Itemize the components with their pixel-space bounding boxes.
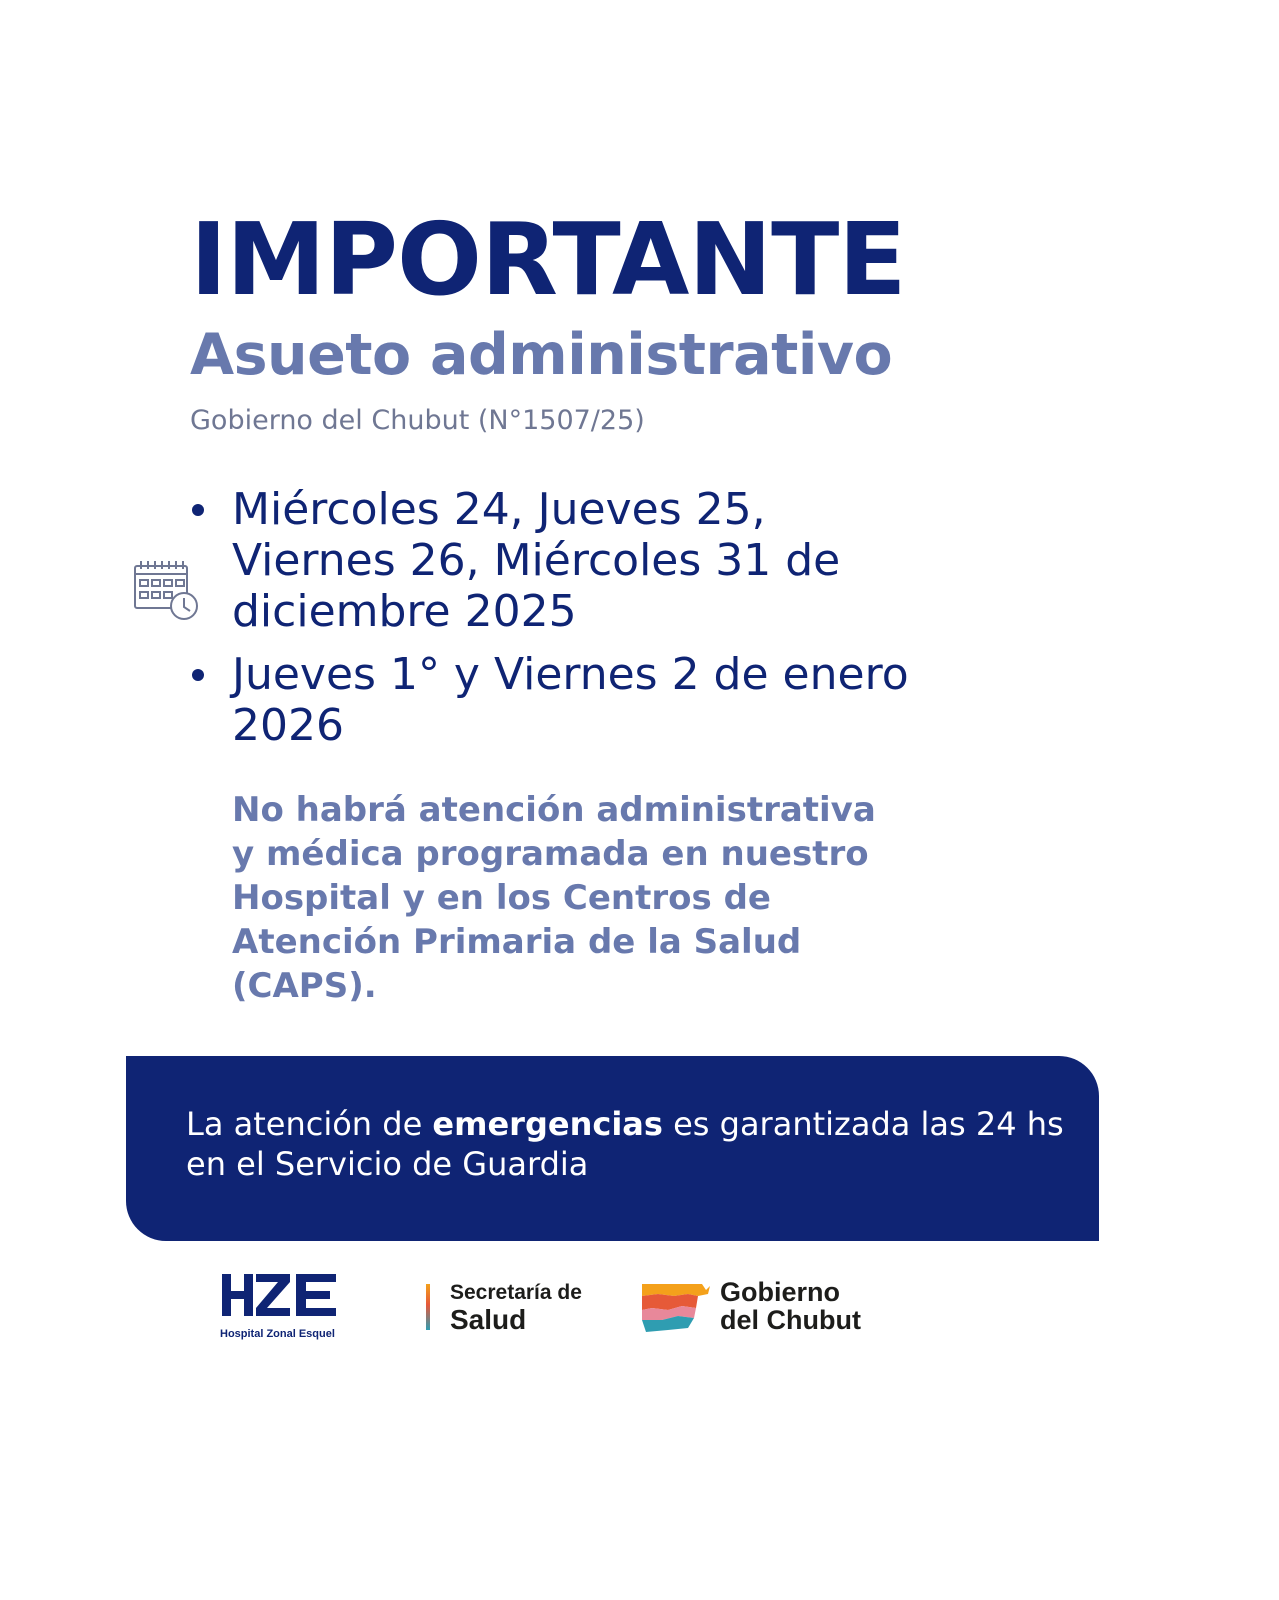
- list-item: [190, 484, 910, 637]
- chubut-landscape-icon: [638, 1282, 712, 1334]
- banner-text-emphasis: emergencias: [432, 1105, 663, 1143]
- hze-caption: Hospital Zonal Esquel: [220, 1328, 335, 1340]
- page-subtitle: Asueto administrativo: [190, 322, 893, 388]
- hospital-zonal-esquel-logo: [220, 1270, 350, 1350]
- banner-text-start: La atención de: [186, 1105, 433, 1143]
- salud-line1: Secretaría de: [450, 1281, 582, 1304]
- emergency-text: [186, 1104, 1066, 1184]
- hze-logo-mark-icon: [220, 1270, 340, 1320]
- salud-line2: Salud: [450, 1304, 527, 1335]
- emergency-banner: [126, 1056, 1099, 1241]
- date-text: Miércoles 24, Jueves 25, Viernes 26, Miércoles 31 de diciembre 2025: [232, 484, 841, 637]
- salud-accent-bar: [426, 1284, 430, 1330]
- chubut-line2: del Chubut: [720, 1305, 861, 1335]
- page-title: IMPORTANTE: [190, 201, 906, 318]
- gobierno-del-chubut-logo: [638, 1278, 878, 1342]
- date-text: Jueves 1° y Viernes 2 de enero 2026: [232, 649, 909, 751]
- secretaria-de-salud-logo: [426, 1280, 616, 1340]
- holiday-dates-list: [190, 484, 910, 763]
- chubut-text: [720, 1278, 861, 1334]
- list-item: [190, 649, 910, 751]
- decree-source: Gobierno del Chubut (N°1507/25): [190, 405, 645, 436]
- bullet-icon: [192, 504, 204, 516]
- banner-text-end: es garantizada las 24 hs en el Servicio de Guardia: [186, 1105, 1064, 1183]
- chubut-line1: Gobierno: [720, 1277, 840, 1307]
- service-notice: No habrá atención administrativa y médica programada en nuestro Hospital y en los Centros de Atención Primaria de la Salud (CAPS).: [232, 790, 876, 1006]
- bullet-icon: [192, 669, 204, 681]
